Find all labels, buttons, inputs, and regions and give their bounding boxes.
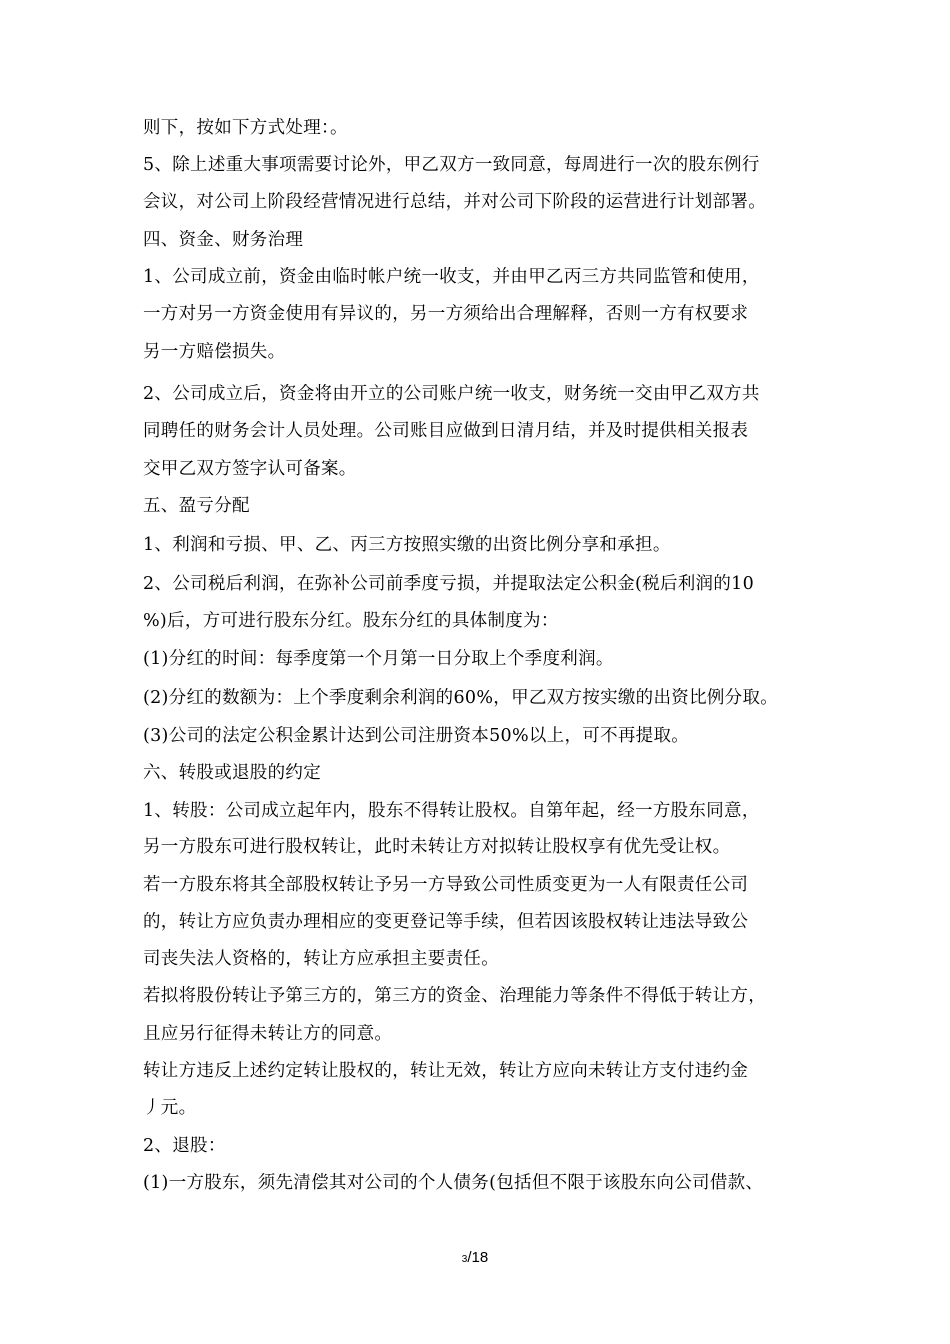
text-line: 司丧失法人资格的，转让方应承担主要责任。 (143, 949, 499, 969)
text-line: 2、公司税后利润，在弥补公司前季度亏损，并提取法定公积金(税后利润的10 (143, 574, 755, 594)
text-line: (1)一方股东，须先清偿其对公司的个人债务(包括但不限于该股东向公司借款、 (143, 1173, 764, 1193)
text-line: 2、退股： (143, 1136, 226, 1156)
text-line: (2)分红的数额为：上个季度剩余利润的60%，甲乙双方按实缴的出资比例分取。 (143, 688, 779, 708)
text-line: 1、公司成立前，资金由临时帐户统一收支，并由甲乙丙三方共同监管和使用， (143, 267, 760, 287)
text-line: 5、除上述重大事项需要讨论外，甲乙双方一致同意，每周进行一次的股东例行 (143, 155, 760, 175)
text-line: (3)公司的法定公积金累计达到公司注册资本50%以上，可不再提取。 (143, 726, 690, 746)
text-line: 转让方违反上述约定转让股权的，转让无效，转让方应向未转让方支付违约金 (143, 1061, 749, 1081)
text-line: 另一方股东可进行股权转让，此时未转让方对拟转让股权享有优先受让权。 (143, 837, 731, 857)
section-heading: 五、盈亏分配 (143, 496, 250, 516)
text-line: 交甲乙双方签字认可备案。 (143, 459, 357, 479)
text-line: %)后，方可进行股东分红。股东分红的具体制度为： (143, 611, 559, 631)
text-line: 同聘任的财务会计人员处理。公司账目应做到日清月结，并及时提供相关报表 (143, 421, 749, 441)
text-line: 若一方股东将其全部股权转让予另一方导致公司性质变更为一人有限责任公司 (143, 875, 749, 895)
text-line: 的，转让方应负责办理相应的变更登记等手续，但若因该股权转让违法导致公 (143, 912, 749, 932)
section-heading: 四、资金、财务治理 (143, 230, 304, 250)
text-line: 丿元。 (143, 1098, 197, 1118)
text-line: 1、转股：公司成立起年内，股东不得转让股权。自第年起，经一方股东同意， (143, 801, 760, 821)
text-line: 一方对另一方资金使用有异议的，另一方须给出合理解释，否则一方有权要求 (143, 304, 749, 324)
section-heading: 六、转股或退股的约定 (143, 763, 321, 783)
text-line: 若拟将股份转让予第三方的，第三方的资金、治理能力等条件不得低于转让方， (143, 986, 766, 1006)
text-line: 且应另行征得未转让方的同意。 (143, 1024, 393, 1044)
text-line: 1、利润和亏损、甲、乙、丙三方按照实缴的出资比例分享和承担。 (143, 535, 671, 555)
text-line: 会议，对公司上阶段经营情况进行总结，并对公司下阶段的运营进行计划部署。 (143, 192, 766, 212)
current-page-number: 3 (461, 1254, 468, 1265)
total-pages: /18 (467, 1249, 489, 1266)
page-number (0, 1248, 950, 1270)
text-line: 则下，按如下方式处理：。 (143, 118, 348, 138)
text-line: (1)分红的时间：每季度第一个月第一日分取上个季度利润。 (143, 649, 614, 669)
text-line: 2、公司成立后，资金将由开立的公司账户统一收支，财务统一交由甲乙双方共 (143, 384, 760, 404)
text-line: 另一方赔偿损失。 (143, 342, 286, 362)
